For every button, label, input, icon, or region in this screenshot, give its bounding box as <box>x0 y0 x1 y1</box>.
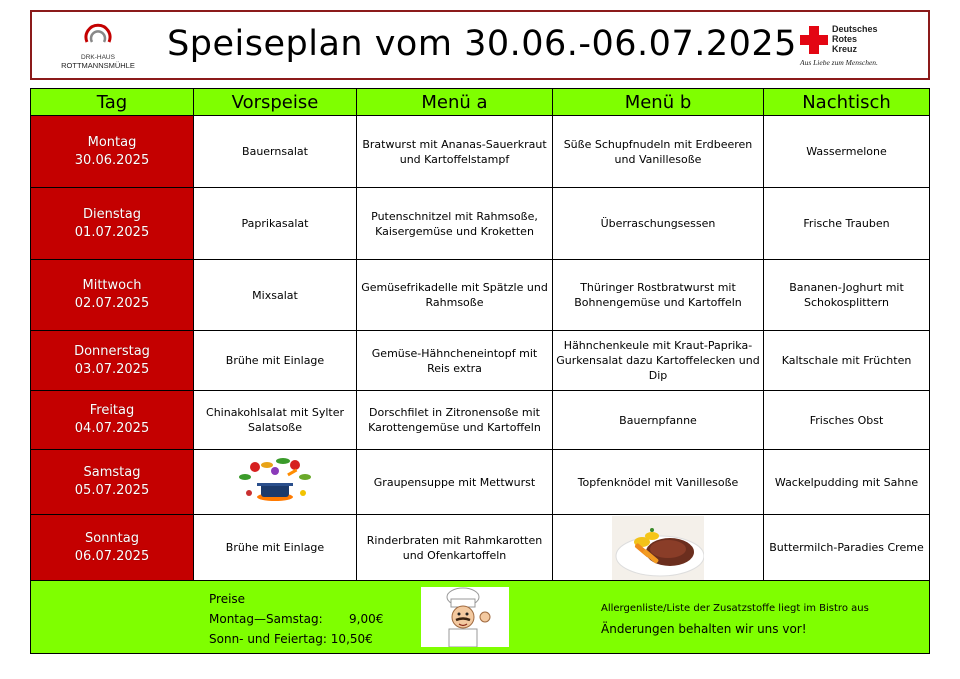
price-row-sunday <box>209 629 383 649</box>
menu-b-cell <box>553 515 764 581</box>
menu-b-cell: Hähnchenkeule mit Kraut-Paprika-Gurkensalat dazu Kartoffelecken und Dip <box>553 331 764 391</box>
arc-logo-icon <box>83 20 113 50</box>
nachtisch-cell: Wackelpudding mit Sahne <box>764 450 929 515</box>
nachtisch-cell: Bananen-Joghurt mit Schokosplittern <box>764 260 929 331</box>
table-row <box>31 260 929 331</box>
nachtisch-cell: Frisches Obst <box>764 391 929 450</box>
day-cell <box>31 260 194 331</box>
day-date: 01.07.2025 <box>74 224 150 240</box>
drk-name-line2: Rotes <box>832 34 858 44</box>
sunday-label: Sonn- und Feiertag: <box>209 632 327 646</box>
day-name: Freitag <box>89 403 135 418</box>
prices-block <box>209 589 383 649</box>
table-row <box>31 450 929 515</box>
menu-a-cell: Gemüse-Hähncheneintopf mit Reis extra <box>357 331 553 391</box>
nachtisch-cell: Frische Trauben <box>764 188 929 260</box>
day-name: Donnerstag <box>74 343 150 359</box>
day-cell <box>31 515 194 581</box>
day-name: Montag <box>87 134 137 150</box>
price-row-weekday <box>209 609 383 629</box>
day-cell <box>31 188 194 260</box>
nachtisch-cell: Kaltschale mit Früchten <box>764 331 929 391</box>
drk-name-line1: Deutsches <box>832 24 878 34</box>
vorspeise-cell: Brühe mit Einlage <box>194 515 357 581</box>
menu-a-cell: Dorschfilet in Zitronensoße mit Karottengemüse und Kartoffeln <box>357 391 553 450</box>
allergen-note: Allergenliste/Liste der Zusatzstoffe liegt im Bistro aus <box>601 603 869 614</box>
notes-block <box>601 603 869 636</box>
menu-b-cell: Thüringer Rostbratwurst mit Bohnengemüse und Kartoffeln <box>553 260 764 331</box>
drk-logo <box>798 24 928 74</box>
menu-b-cell: Topfenknödel mit Vanillesoße <box>553 450 764 515</box>
header-banner <box>30 10 930 80</box>
menu-b-cell: Überraschungsessen <box>553 188 764 260</box>
vorspeise-cell <box>194 450 357 515</box>
vorspeise-cell: Brühe mit Einlage <box>194 331 357 391</box>
chef-icon <box>421 587 509 647</box>
day-name: Mittwoch <box>82 278 142 293</box>
day-cell <box>31 391 194 450</box>
day-date: 05.07.2025 <box>74 483 150 498</box>
vorspeise-cell: Chinakohlsalat mit Sylter Salatsoße <box>194 391 357 450</box>
vorspeise-cell: Paprikasalat <box>194 188 357 260</box>
col-header-menu-b: Menü b <box>553 89 764 116</box>
day-date: 06.07.2025 <box>74 548 150 564</box>
menu-a-cell: Graupensuppe mit Mettwurst <box>357 450 553 515</box>
menu-table <box>30 88 930 654</box>
vorspeise-cell: Bauernsalat <box>194 116 357 188</box>
roast-dish-icon <box>612 516 704 580</box>
day-cell <box>31 331 194 391</box>
table-row <box>31 331 929 391</box>
vorspeise-cell: Mixsalat <box>194 260 357 331</box>
col-header-menu-a: Menü a <box>357 89 553 116</box>
prices-title: Preise <box>209 592 246 606</box>
menu-a-cell: Putenschnitzel mit Rahmsoße, Kaisergemüse und Kroketten <box>357 188 553 260</box>
menu-b-cell: Bauernpfanne <box>553 391 764 450</box>
menu-a-cell: Rinderbraten mit Rahmkarotten und Ofenkartoffeln <box>357 515 553 581</box>
nachtisch-cell: Buttermilch-Paradies Creme <box>764 515 929 581</box>
col-header-vorspeise: Vorspeise <box>194 89 357 116</box>
vegetable-pot-icon <box>225 453 325 511</box>
logo-line2: ROTTMANNSMÜHLE <box>61 61 135 70</box>
nachtisch-cell: Wassermelone <box>764 116 929 188</box>
day-date: 30.06.2025 <box>74 152 150 168</box>
drk-name-line3: Kreuz <box>832 44 858 54</box>
day-date: 03.07.2025 <box>74 361 150 377</box>
day-name: Samstag <box>83 465 141 480</box>
change-note: Änderungen behalten wir uns vor! <box>601 622 807 636</box>
day-cell <box>31 116 194 188</box>
table-row <box>31 515 929 581</box>
day-name: Dienstag <box>83 206 141 222</box>
weekday-label: Montag—Samstag: <box>209 612 323 626</box>
day-cell <box>31 450 194 515</box>
col-header-nachtisch: Nachtisch <box>764 89 929 116</box>
table-row <box>31 391 929 450</box>
day-name: Sonntag <box>85 530 139 546</box>
menu-b-cell: Süße Schupfnudeln mit Erdbeeren und Vanillesoße <box>553 116 764 188</box>
table-row <box>31 116 929 188</box>
logo-line1: DRK-HAUS <box>81 54 115 61</box>
weekday-price: 9,00€ <box>349 612 384 626</box>
table-row <box>31 188 929 260</box>
col-header-tag: Tag <box>31 89 194 116</box>
page-title: Speiseplan vom 30.06.-06.07.2025 <box>167 24 797 64</box>
footer-panel <box>31 581 929 653</box>
red-cross-icon <box>800 26 828 54</box>
drk-haus-logo <box>48 20 148 76</box>
drk-slogan: Aus Liebe zum Menschen. <box>800 58 878 67</box>
sunday-price: 10,50€ <box>330 632 373 646</box>
day-date: 04.07.2025 <box>74 421 150 436</box>
table-header-row <box>31 89 929 116</box>
menu-a-cell: Gemüsefrikadelle mit Spätzle und Rahmsoße <box>357 260 553 331</box>
menu-a-cell: Bratwurst mit Ananas-Sauerkraut und Kartoffelstampf <box>357 116 553 188</box>
day-date: 02.07.2025 <box>74 296 150 311</box>
